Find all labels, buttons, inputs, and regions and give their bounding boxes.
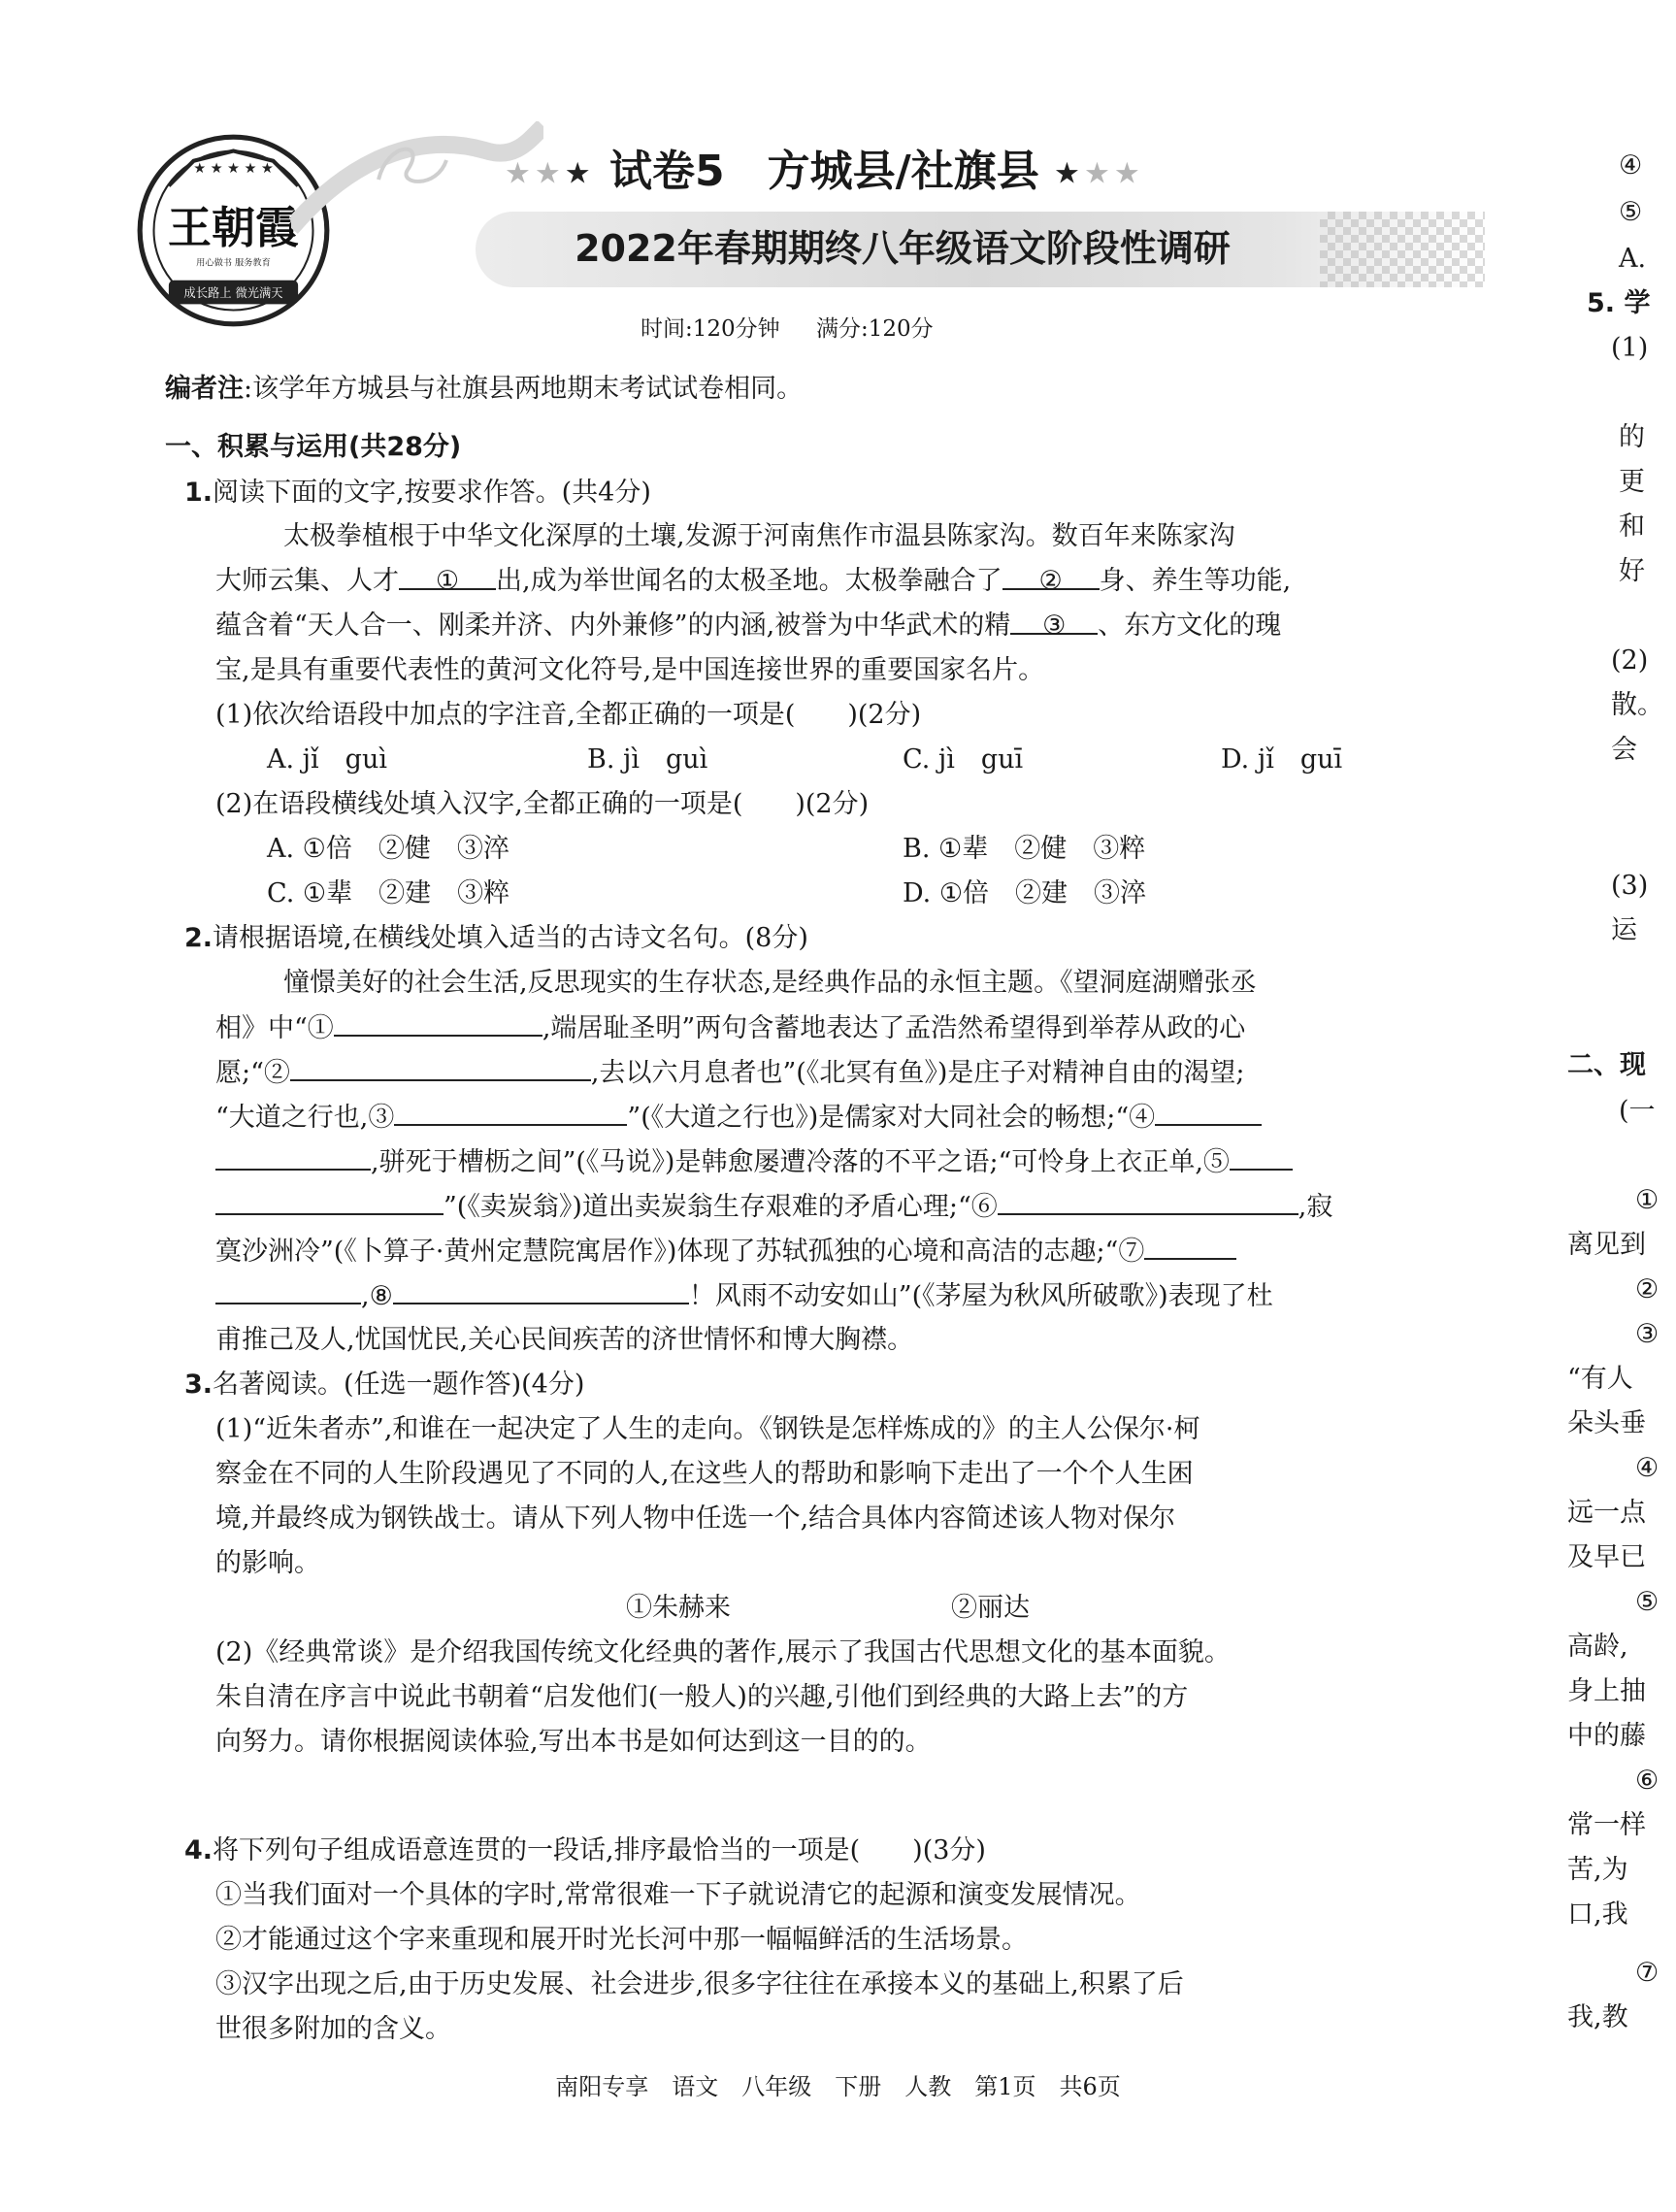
q4-number: 4. xyxy=(184,1835,214,1865)
rc-27: 身上抽 xyxy=(1567,1676,1646,1706)
rc-1: ⑤ xyxy=(1619,197,1643,227)
q1-sub1: (1)依次给语段中加点的字注音,全都正确的一项是( )(2分) xyxy=(215,700,922,730)
q2-blank-1[interactable] xyxy=(334,1006,542,1037)
q1-sub1-option-b[interactable]: B. jì guì xyxy=(587,744,708,775)
q3-s1-line2: 察金在不同的人生阶段遇见了不同的人,在这些人的帮助和影响下走出了一个个人生困 xyxy=(215,1459,1194,1489)
q1-passage-line1: 太极拳植根于中华文化深厚的土壤,发源于河南焦作市温县陈家沟。数百年来陈家沟 xyxy=(283,521,1235,551)
rc-20: “有人 xyxy=(1567,1364,1633,1394)
rc-22: ④ xyxy=(1635,1453,1660,1483)
rc-6: 更 xyxy=(1619,467,1645,497)
q2-blank-8[interactable] xyxy=(393,1273,689,1304)
q2-l2a: 相》中“① xyxy=(215,1013,334,1043)
q2-stem-text: 请根据语境,在横线处填入适当的古诗文名句。(8分) xyxy=(213,923,808,953)
q2-blank-3[interactable] xyxy=(394,1095,627,1126)
q2-blank-4a[interactable] xyxy=(1155,1095,1262,1126)
q2-line7 xyxy=(215,1229,1236,1274)
q2-line8 xyxy=(215,1273,1273,1319)
q1-sub1-option-c[interactable]: C. jì guī xyxy=(903,744,1024,775)
q2-line2 xyxy=(215,1006,1245,1051)
section1-heading: 一、积累与运用(共28分) xyxy=(165,432,462,462)
svg-text:成长路上 微光满天: 成长路上 微光满天 xyxy=(183,286,283,301)
svg-text:王朝霞: 王朝霞 xyxy=(167,201,300,253)
q2-l7a: 寞沙洲冷”(《卜算子·黄州定慧院寓居作》)体现了苏轼孤独的心境和高洁的志趣;“⑦ xyxy=(215,1237,1145,1267)
q2-blank-2[interactable] xyxy=(290,1050,591,1081)
q1-stem-text: 阅读下面的文字,按要求作答。(共4分) xyxy=(213,478,651,508)
rc-23: 远一点 xyxy=(1567,1498,1646,1528)
q2-l8b: ,⑧ xyxy=(361,1281,393,1311)
q2-blank-7b[interactable] xyxy=(215,1273,361,1304)
rc-12: (3) xyxy=(1611,871,1649,901)
rc-15: (一 xyxy=(1619,1096,1656,1126)
rc-18: ② xyxy=(1635,1274,1660,1304)
rc-33: ⑦ xyxy=(1635,1958,1660,1988)
q2-blank-5b[interactable] xyxy=(215,1184,444,1215)
rc-17: 离见到 xyxy=(1567,1230,1646,1260)
rc-19: ③ xyxy=(1635,1319,1660,1349)
q1-passage-line3 xyxy=(215,604,1281,648)
title-text: 试卷5 方城县/社旗县 xyxy=(609,147,1039,196)
rc-29: ⑥ xyxy=(1635,1766,1660,1796)
editor-note xyxy=(165,367,803,412)
q1-number: 1. xyxy=(184,478,214,508)
rc-9: (2) xyxy=(1611,645,1649,676)
q1-stem xyxy=(184,471,651,515)
q2-l2b: ,端居耻圣明”两句含蓄地表达了孟浩然希望得到举荐从政的心 xyxy=(542,1013,1246,1043)
title-stars-right: ★★★ xyxy=(1054,156,1144,191)
svg-text:用心做书 服务教育: 用心做书 服务教育 xyxy=(196,257,271,269)
q2-l3b: ,去以六月息者也”(《北冥有鱼》)是庄子对精神自由的渴望; xyxy=(590,1058,1245,1088)
q1-p2b: 出,成为举世闻名的太极圣地。太极拳融合了 xyxy=(496,566,1002,596)
q2-line3 xyxy=(215,1050,1244,1096)
rc-8: 好 xyxy=(1619,556,1645,586)
rc-11: 会 xyxy=(1611,735,1637,765)
q3-s1-line1: (1)“近朱者赤”,和谁在一起决定了人生的走向。《钢铁是怎样炼成的》的主人公保尔·柯 xyxy=(215,1414,1200,1444)
q3-s2-line2: 朱自清在序言中说此书朝着“启发他们(一般人)的兴趣,引他们到经典的大路上去”的方 xyxy=(215,1682,1189,1712)
q3-s2-line1: (2)《经典常谈》是介绍我国传统文化经典的著作,展示了我国古代思想文化的基本面貌。 xyxy=(215,1637,1231,1667)
q1-p2a: 大师云集、人才 xyxy=(215,566,399,596)
rc-28: 中的藤 xyxy=(1567,1721,1646,1751)
q2-line9: 甫推己及人,忧国忧民,关心民间疾苦的济世情怀和博大胸襟。 xyxy=(215,1325,914,1355)
q4-item-3-line1: ③汉字出现之后,由于历史发展、社会进步,很多字往往在承接本义的基础上,积累了后 xyxy=(215,1969,1184,1999)
q2-blank-5a[interactable] xyxy=(1230,1139,1293,1171)
q3-option-2: ②丽达 xyxy=(951,1593,1030,1623)
q2-line5 xyxy=(215,1139,1293,1185)
rc-26: 高龄, xyxy=(1567,1632,1628,1662)
q2-l3a: 愿;“② xyxy=(215,1058,290,1088)
rc-16: ① xyxy=(1635,1185,1660,1215)
page-footer: 南阳专享 语文 八年级 下册 人教 第1页 共6页 xyxy=(555,2073,1121,2100)
exam-score: 满分:120分 xyxy=(815,316,934,342)
q4-stem xyxy=(184,1829,986,1873)
q2-line4 xyxy=(215,1095,1262,1140)
q1-sub2-option-b[interactable]: B. ①辈 ②健 ③粹 xyxy=(903,834,1146,864)
banner-pattern xyxy=(1320,212,1485,287)
q2-l5b: ,骈死于槽枥之间”(《马说》)是韩愈屡遭冷落的不平之语;“可怜身上衣正单,⑤ xyxy=(371,1147,1230,1177)
exam-time: 时间:120分钟 xyxy=(641,316,780,342)
q2-l4a: “大道之行也,③ xyxy=(215,1103,395,1133)
editor-note-text: :该学年方城县与社旗县两地期末考试试卷相同。 xyxy=(244,374,804,404)
q1-p3a: 蕴含着“天人合一、刚柔并济、内外兼修”的内涵,被誉为中华武术的精 xyxy=(215,611,1011,641)
exam-subtitle: 2022年春期期终八年级语文阶段性调研 xyxy=(575,227,1231,270)
q2-l6c: ,寂 xyxy=(1298,1192,1333,1222)
q1-sub2: (2)在语段横线处填入汉字,全都正确的一项是( )(2分) xyxy=(215,789,870,819)
q2-blank-4b[interactable] xyxy=(215,1139,371,1171)
rc-25: ⑤ xyxy=(1635,1587,1660,1617)
rc-13: 运 xyxy=(1611,915,1637,945)
rc-21: 朵头垂 xyxy=(1567,1408,1646,1438)
rc-4: (1) xyxy=(1611,333,1649,363)
q3-number: 3. xyxy=(184,1370,214,1400)
rc-5: 的 xyxy=(1619,422,1645,452)
q4-item-3-line2: 世很多附加的含义。 xyxy=(215,2014,451,2044)
q2-l4b: ”(《大道之行也》)是儒家对大同社会的畅想;“④ xyxy=(627,1103,1156,1133)
q2-blank-7a[interactable] xyxy=(1144,1229,1236,1260)
q3-s2-line3: 向努力。请你根据阅读体验,写出本书是如何达到这一目的的。 xyxy=(215,1727,932,1757)
q2-blank-6[interactable] xyxy=(998,1184,1298,1215)
q3-stem-text: 名著阅读。(任选一题作答)(4分) xyxy=(213,1370,585,1400)
rc-14: 二、现 xyxy=(1567,1050,1646,1080)
q3-s1-line4: 的影响。 xyxy=(215,1548,320,1578)
q1-sub2-option-a[interactable]: A. ①倍 ②健 ③淬 xyxy=(267,834,509,864)
q1-p3b: 、东方文化的瑰 xyxy=(1098,611,1282,641)
q1-p2c: 身、养生等功能, xyxy=(1099,566,1292,596)
rc-10: 散。 xyxy=(1611,690,1663,720)
q1-passage-line2 xyxy=(215,559,1291,604)
q2-number: 2. xyxy=(184,923,214,953)
q1-sub1-option-a[interactable]: A. jǐ guì xyxy=(267,744,387,775)
q2-l8c: ！风雨不动安如山”(《茅屋为秋风所破歌》)表现了杜 xyxy=(688,1281,1273,1311)
exam-title xyxy=(505,136,1184,196)
q3-stem xyxy=(184,1363,584,1407)
q2-line1: 憧憬美好的社会生活,反思现实的生存状态,是经典作品的永恒主题。《望洞庭湖赠张丞 xyxy=(283,968,1257,998)
rc-34: 我,教 xyxy=(1567,2002,1628,2032)
rc-31: 苦,为 xyxy=(1567,1855,1628,1885)
q3-s1-line3: 境,并最终成为钢铁战士。请从下列人物中任选一个,结合具体内容简述该人物对保尔 xyxy=(215,1503,1176,1534)
rc-2: A. xyxy=(1619,244,1647,274)
q2-line6 xyxy=(215,1184,1332,1230)
q2-l6b: ”(《卖炭翁》)道出卖炭翁生存艰难的矛盾心理;“⑥ xyxy=(444,1192,998,1222)
rc-32: 口,我 xyxy=(1567,1899,1628,1930)
q4-stem-text: 将下列句子组成语意连贯的一段话,排序最恰当的一项是( )(3分) xyxy=(213,1835,986,1865)
editor-note-label: 编者注 xyxy=(165,374,244,404)
q1-sub1-option-d[interactable]: D. jǐ guī xyxy=(1221,744,1343,775)
q1-blank-2[interactable]: ② xyxy=(1002,559,1100,590)
q2-stem xyxy=(184,916,808,961)
q1-sub2-option-c[interactable]: C. ①辈 ②建 ③粹 xyxy=(267,878,510,908)
q1-passage-line4: 宝,是具有重要代表性的黄河文化符号,是中国连接世界的重要国家名片。 xyxy=(215,655,1045,685)
rc-3: 5. 学 xyxy=(1587,288,1651,318)
rc-24: 及早已 xyxy=(1567,1542,1646,1572)
svg-text:★ ★ ★ ★ ★: ★ ★ ★ ★ ★ xyxy=(193,161,274,178)
rc-7: 和 xyxy=(1619,512,1645,542)
q1-blank-3[interactable]: ③ xyxy=(1010,604,1098,635)
rc-0: ④ xyxy=(1619,150,1643,181)
q3-option-1: ①朱赫来 xyxy=(626,1593,731,1623)
rc-30: 常一样 xyxy=(1567,1810,1646,1840)
exam-meta xyxy=(641,311,963,343)
q1-blank-1[interactable]: ① xyxy=(399,559,496,590)
title-stars-left: ★★★ xyxy=(505,156,595,191)
q4-item-1: ①当我们面对一个具体的字时,常常很难一下子就说清它的起源和演变发展情况。 xyxy=(215,1880,1141,1910)
q4-item-2: ②才能通过这个字来重现和展开时光长河中那一幅幅鲜活的生活场景。 xyxy=(215,1925,1028,1955)
q1-sub2-option-d[interactable]: D. ①倍 ②建 ③淬 xyxy=(903,878,1147,908)
